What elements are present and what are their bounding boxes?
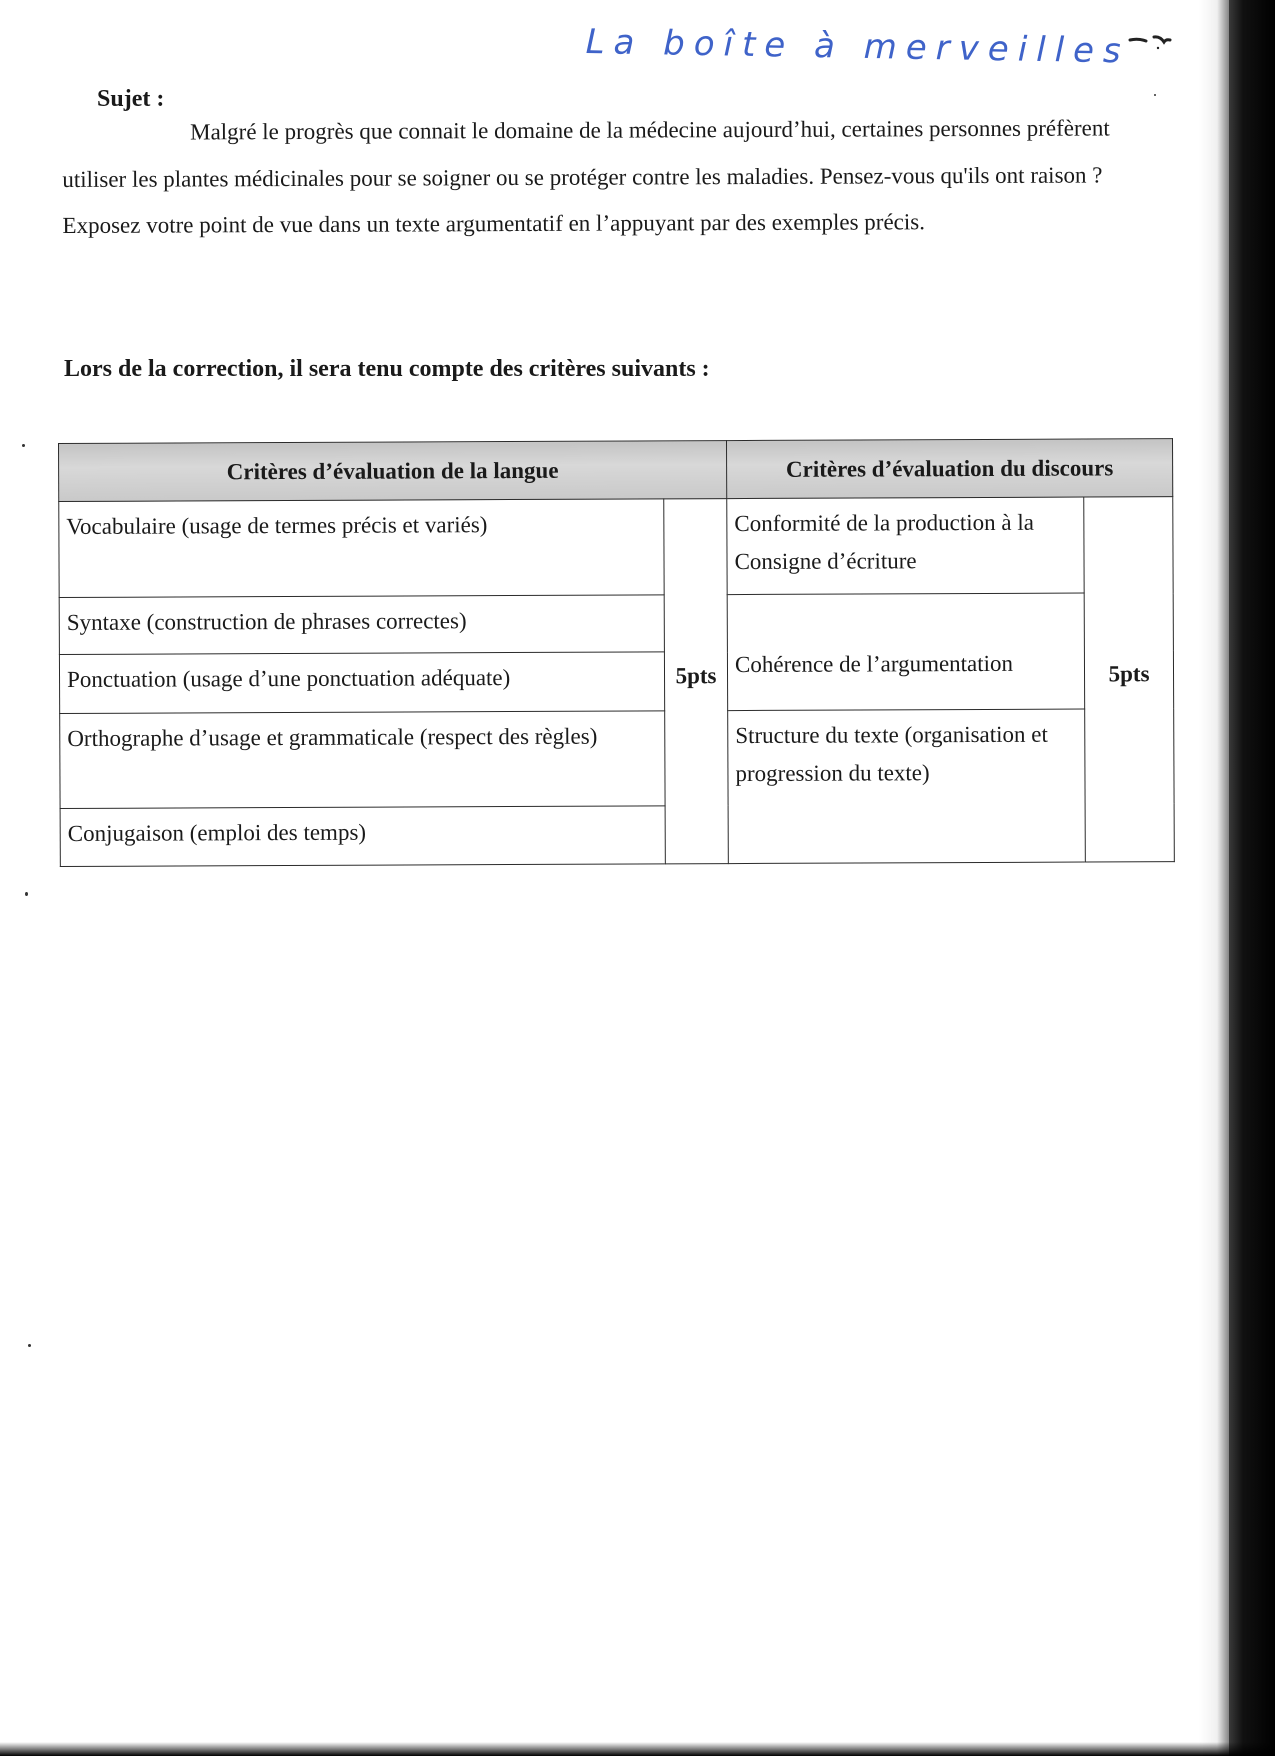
subject-heading: Sujet :	[97, 86, 165, 112]
language-points: 5pts	[664, 499, 729, 864]
language-criterion: Orthographe d’usage et grammaticale (respect des règles)	[60, 711, 665, 808]
pen-scribble-icon	[1128, 30, 1188, 50]
language-criterion: Conjugaison (emploi des temps)	[60, 805, 665, 866]
scan-speck	[28, 1344, 31, 1347]
criteria-heading: Lors de la correction, il sera tenu compte des critères suivants :	[64, 356, 710, 382]
table-header-row	[59, 439, 1173, 502]
discourse-points: 5pts	[1084, 497, 1175, 862]
scan-bottom-edge	[0, 1742, 1275, 1756]
subject-text: Malgré le progrès que connait le domaine de la médecine aujourd’hui, certaines personnes préfèrent utiliser les plantes médicinales pour se soigner ou se protéger contre les maladies. Pensez-vous qu'ils ont raison ? Exposez votre point de vue dans un texte argumentatif en l’appuyant par des exemples précis.	[62, 115, 1110, 238]
scan-speck	[25, 892, 28, 896]
discourse-criterion: Cohérence de l’argumentation	[727, 593, 1085, 710]
table-row	[59, 497, 1173, 598]
table-row	[60, 709, 1174, 809]
language-criterion: Ponctuation (usage d’une ponctuation adéquate)	[59, 652, 664, 713]
table-row	[59, 593, 1173, 655]
language-criteria-header: Critères d’évaluation de la langue	[59, 441, 727, 502]
evaluation-criteria-table	[58, 438, 1175, 867]
scan-speck	[1154, 94, 1156, 96]
scan-shadow	[1199, 0, 1229, 1756]
handwritten-title: La boîte à merveilles	[585, 22, 1131, 72]
scan-edge	[1229, 0, 1275, 1756]
language-criterion: Vocabulaire (usage de termes précis et variés)	[59, 499, 664, 597]
discourse-criterion: Conformité de la production à la Consigne d’écriture	[727, 497, 1084, 594]
discourse-criteria-header: Critères d’évaluation du discours	[727, 439, 1173, 499]
discourse-criterion: Structure du texte (organisation et progression du texte)	[728, 709, 1086, 864]
scan-speck	[22, 444, 25, 447]
language-criterion: Syntaxe (construction de phrases correctes)	[59, 595, 664, 655]
